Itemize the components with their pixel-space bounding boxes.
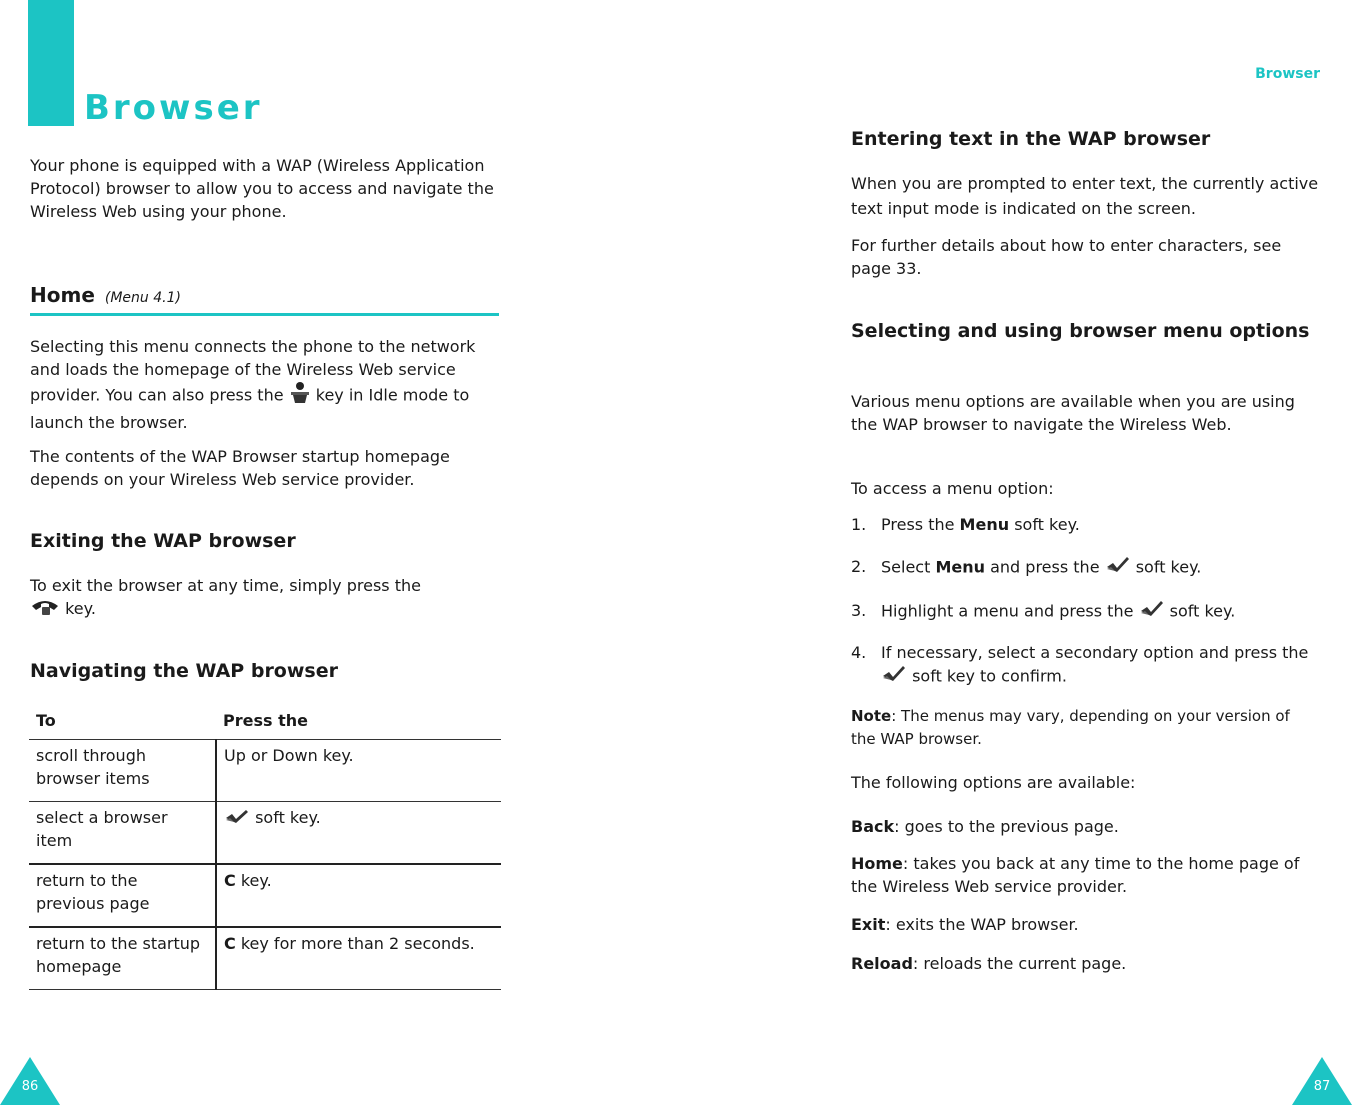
step-number: 2.: [851, 557, 867, 576]
table-cell-press-text: key for more than 2 seconds.: [235, 934, 475, 953]
step-text: Select: [881, 557, 936, 577]
c-key-label: C: [224, 934, 236, 953]
c-key-label: C: [224, 871, 236, 890]
step-text: and press the: [985, 557, 1100, 577]
table-cell-to: return to the previous page: [29, 864, 216, 927]
home-p1-a: Selecting this menu connects the phone to the network and loads the homepage of the Wireless Web service provider. You can also press the: [30, 337, 476, 405]
step-item: [851, 641, 1311, 690]
table-cell-to: scroll through browser items: [29, 740, 216, 802]
option-label: Back: [851, 817, 895, 836]
option-text: : reloads the current page.: [912, 954, 1127, 973]
option-label: Exit: [851, 915, 886, 934]
menu-key-label: Menu: [959, 515, 1010, 534]
entering-paragraph-1: When you are prompted to enter text, the currently active text input mode is indicated on the screen.: [851, 174, 1319, 218]
option-text: : exits the WAP browser.: [885, 915, 1079, 934]
table-row: [29, 740, 501, 802]
entering-paragraph-2: For further details about how to enter characters, see page 33.: [851, 236, 1282, 278]
table-cell-to: return to the startup homepage: [29, 927, 216, 990]
step-text: Highlight a menu and press the: [881, 601, 1134, 621]
selecting-paragraph-1: Various menu options are available when you are using the WAP browser to navigate the Wireless Web.: [851, 392, 1295, 434]
selecting-heading: Selecting and using browser menu options: [851, 320, 1310, 342]
page-number-right: 87: [1313, 1079, 1331, 1094]
table-row: [29, 802, 501, 865]
step-text: If necessary, select a secondary option and press the: [881, 643, 1309, 662]
step-item: [851, 555, 1311, 581]
step-number: 3.: [851, 601, 867, 620]
check-soft-key-icon: [881, 664, 907, 690]
running-head: Browser: [1255, 66, 1320, 82]
option-item: [851, 952, 1321, 975]
home-paragraph-1: [30, 335, 500, 434]
note-text: : The menus may vary, depending on your version of the WAP browser.: [851, 707, 1290, 748]
option-item: [851, 852, 1321, 898]
option-item: [851, 815, 1321, 838]
table-cell-press: [216, 864, 501, 927]
table-cell-press-text: soft key.: [255, 808, 321, 827]
table-cell-to: select a browser item: [29, 802, 216, 865]
step-number: 4.: [851, 643, 867, 662]
exit-heading: Exiting the WAP browser: [30, 530, 296, 552]
option-label: Reload: [851, 954, 913, 973]
table-header-row: [29, 703, 501, 740]
home-paragraph-2: The contents of the WAP Browser startup homepage depends on your Wireless Web service provider.: [30, 447, 450, 489]
option-label: Home: [851, 854, 903, 873]
home-p1-b: key in Idle mode to launch the browser.: [30, 385, 470, 432]
chapter-accent-bar: [28, 0, 74, 126]
step-item: [851, 513, 1311, 536]
navigating-heading: Navigating the WAP browser: [30, 660, 338, 682]
step-item: [851, 599, 1311, 625]
table-cell-press: [216, 927, 501, 990]
option-text: : takes you back at any time to the home page of the Wireless Web service provider.: [851, 854, 1300, 896]
step-text: Press the: [881, 515, 960, 534]
menu-label: Menu: [935, 557, 986, 577]
page-number-left: 86: [21, 1079, 39, 1094]
home-menu-ref: (Menu 4.1): [104, 290, 181, 306]
step-text: soft key.: [1009, 515, 1080, 534]
check-soft-key-icon: [1105, 555, 1131, 581]
exit-p-b: key.: [65, 599, 96, 618]
home-heading-text: Home: [30, 283, 95, 307]
exit-p-a: To exit the browser at any time, simply press the: [30, 576, 421, 595]
home-heading-rule: [30, 313, 499, 316]
note: [851, 705, 1291, 751]
step-text: soft key.: [1135, 557, 1202, 577]
table-header-press: Press the: [216, 703, 501, 740]
table-cell-press: Up or Down key.: [216, 740, 501, 802]
step-text: soft key.: [1169, 601, 1236, 621]
end-call-key-icon: [30, 598, 60, 622]
navigation-table: [29, 703, 501, 990]
table-row: [29, 864, 501, 927]
intro-paragraph: Your phone is equipped with a WAP (Wireless Application Protocol) browser to allow you to access and navigate the Wireless Web using your phone.: [30, 156, 494, 221]
table-cell-press: [216, 802, 501, 865]
home-heading: [30, 283, 181, 307]
selecting-paragraph-2: To access a menu option:: [851, 479, 1054, 498]
step-number: 1.: [851, 515, 867, 534]
chapter-title: Browser: [84, 88, 263, 128]
option-text: : goes to the previous page.: [894, 817, 1119, 836]
table-row: [29, 927, 501, 990]
step-text: soft key to confirm.: [912, 666, 1067, 686]
options-intro: The following options are available:: [851, 773, 1136, 792]
table-header-to: To: [29, 703, 216, 740]
check-soft-key-icon: [224, 807, 250, 830]
entering-heading: Entering text in the WAP browser: [851, 128, 1211, 150]
table-cell-press-text: key.: [235, 871, 272, 890]
browser-key-icon: [289, 381, 311, 411]
check-soft-key-icon: [1139, 599, 1165, 625]
exit-paragraph: [30, 574, 500, 622]
option-item: [851, 913, 1321, 936]
note-label: Note: [851, 707, 892, 725]
